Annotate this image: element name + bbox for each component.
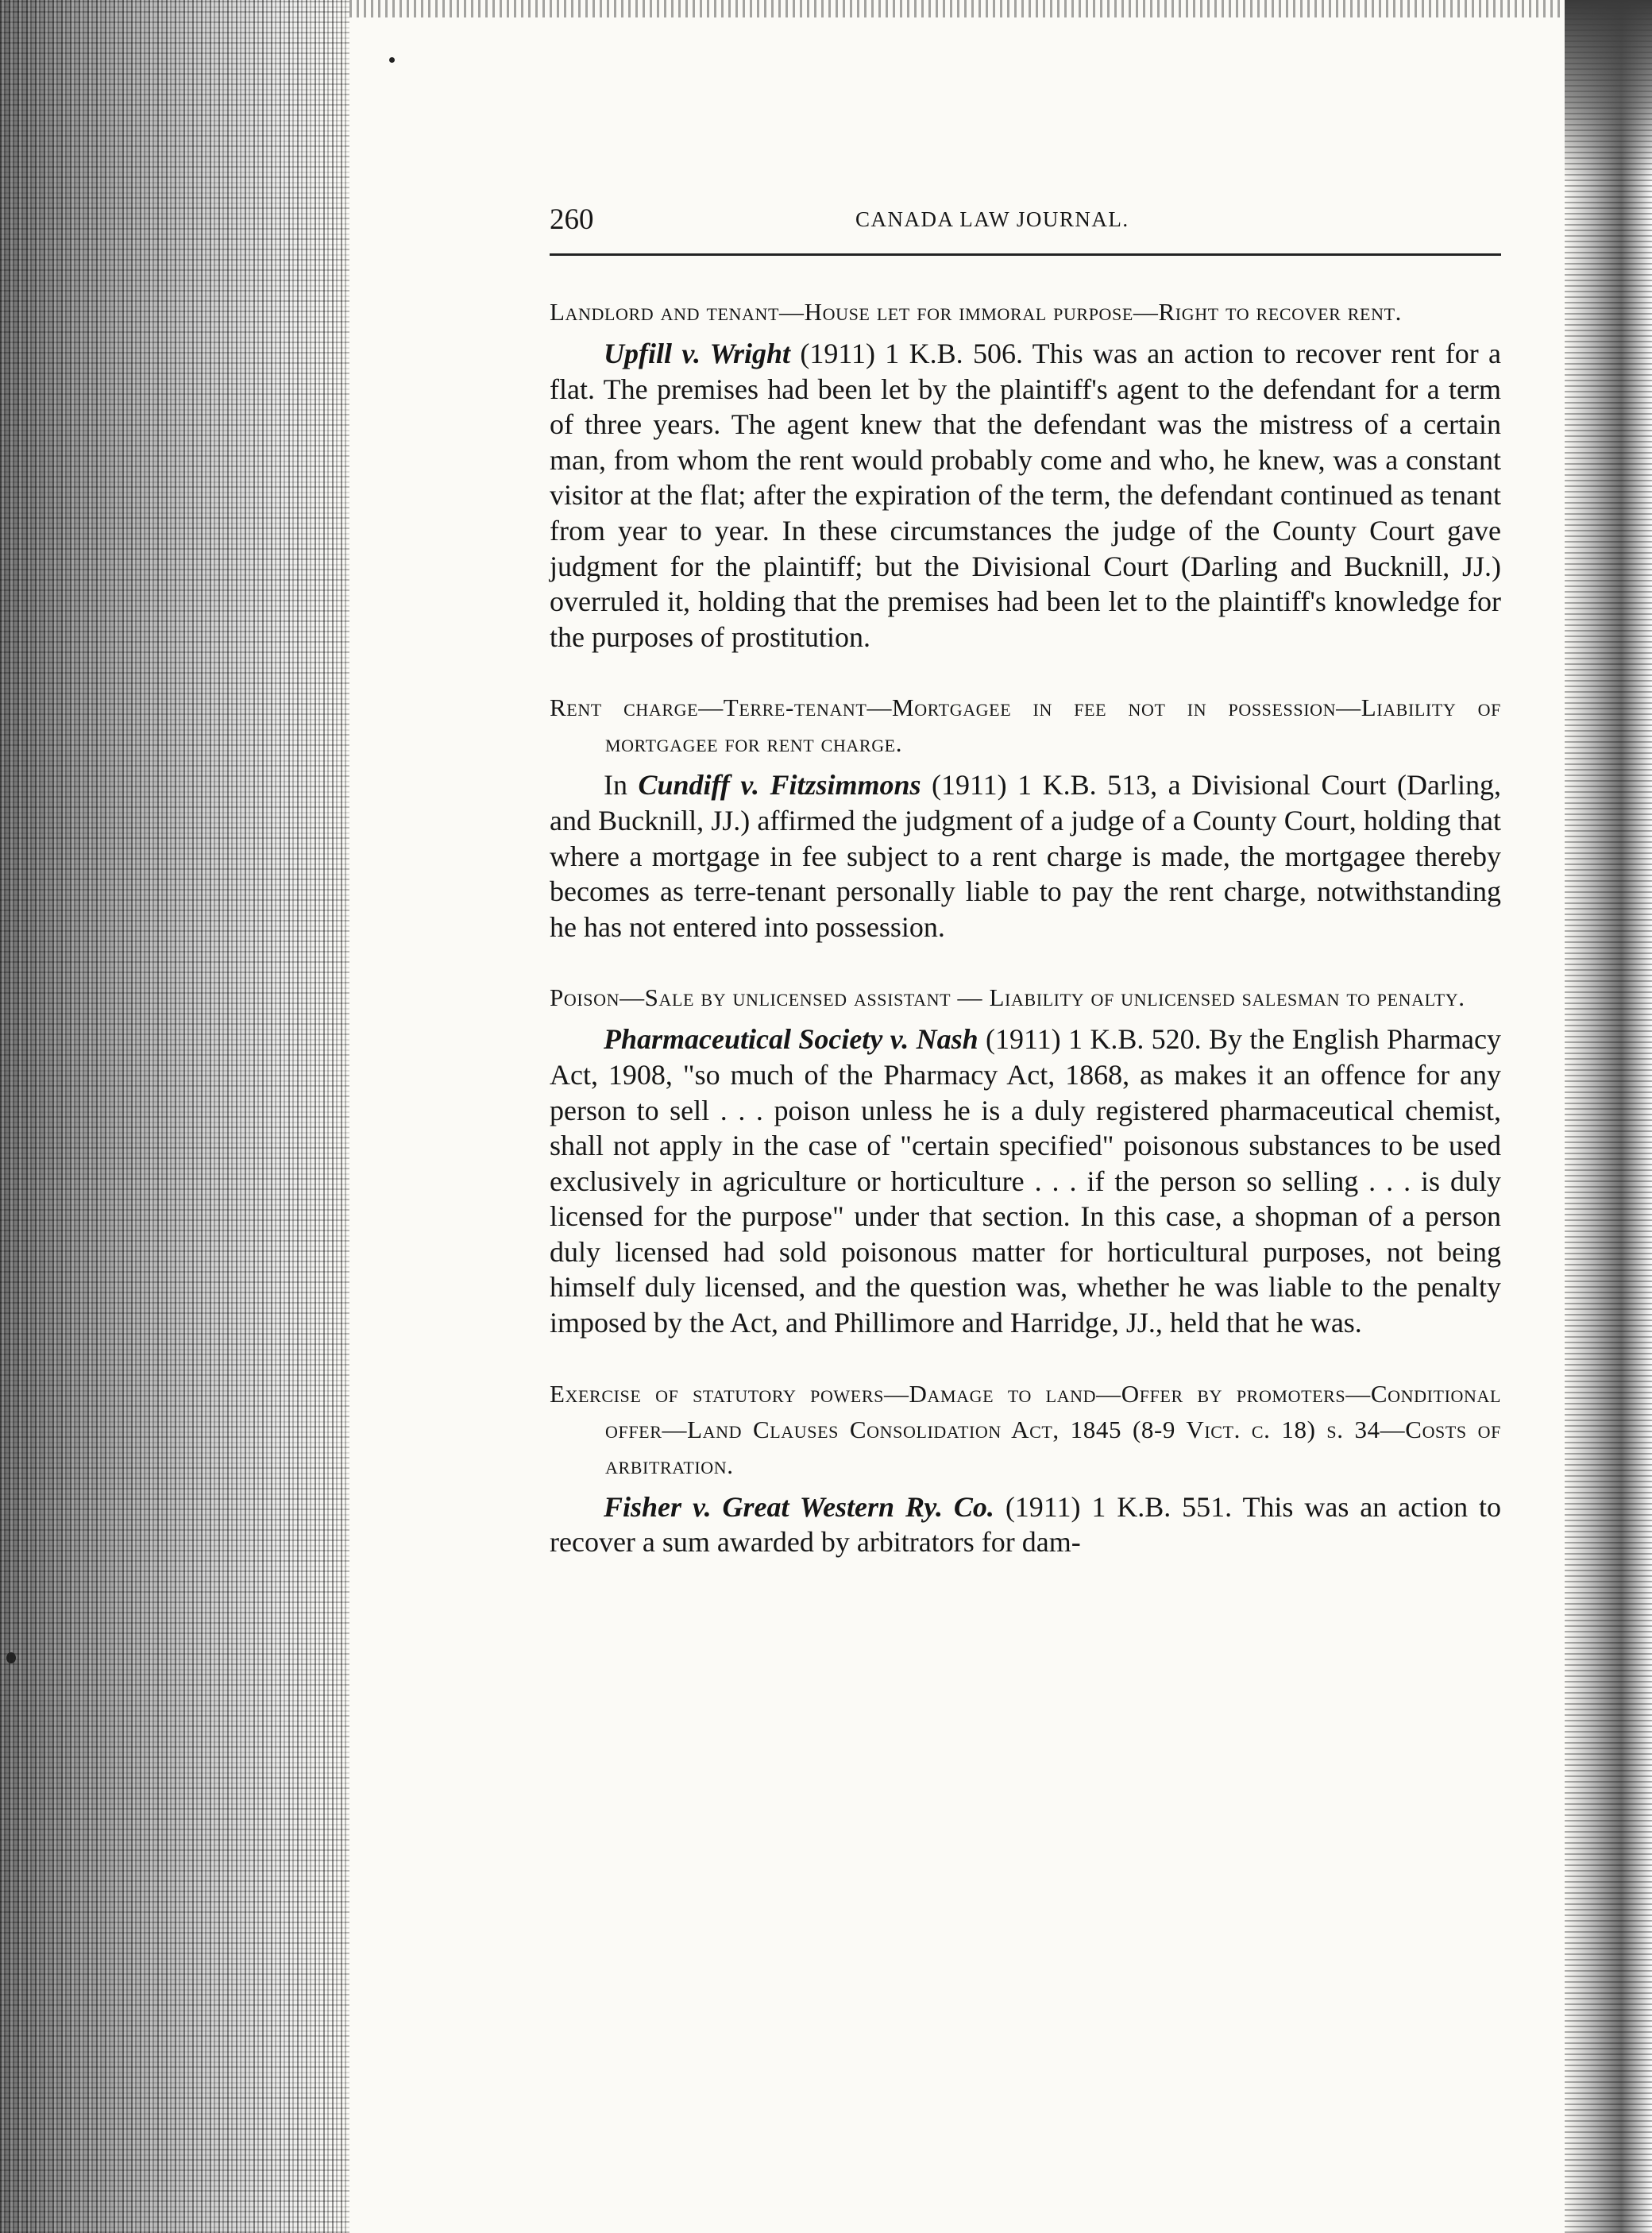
ink-speck (6, 1652, 16, 1663)
page-number: 260 (550, 203, 594, 236)
scan-right-edge (1565, 0, 1652, 2233)
scan-binding-shadow (0, 0, 349, 2233)
journal-page (550, 203, 1502, 1559)
ink-speck (389, 57, 395, 63)
section-poison (550, 979, 1501, 1340)
case-name: Pharmaceutical Society v. Nash (604, 1023, 978, 1056)
article-body (550, 294, 1501, 1595)
section-paragraph: Upfill v. Wright (1911) 1 K.B. 506. This was an action to recover rent for a flat. The premises had been let by the plaintiff's agent to the defendant for a term of three years. The agent knew that the defendant was the mistress of a certain man, from whom the rent would probably come and who, he knew, was a constant visitor at the flat; after the expiration of the term, the defendant continued as tenant from year to year. In these circumstances the judge of the County Court gave judgment for the plaintiff; but the Divisional Court (Darling and Bucknill, JJ.) overruled it, holding that the premises had been let to the plaintiff's knowledge for the purposes of prostitution. (550, 338, 1502, 653)
case-name: Fisher v. Great Western Ry. Co. (604, 1490, 994, 1523)
section-landlord-tenant (550, 294, 1501, 655)
journal-title: CANADA LAW JOURNAL. (855, 207, 1129, 231)
section-paragraph: Fisher v. Great Western Ry. Co. (1911) 1 K.B. 551. This was an action to recover a sum awarded by arbitrators for dam- (550, 1490, 1501, 1559)
section-heading: Poison—Sale by unlicensed assistant — Liability of unlicensed salesman to penalty. (550, 983, 1465, 1012)
section-statutory-powers (550, 1376, 1501, 1560)
section-paragraph: Pharmaceutical Society v. Nash (1911) 1 K.B. 520. By the English Pharmacy Act, 1908, "so much of the Pharmacy Act, 1868, as makes it an offence for any person to sell . . . poison unless he is a duly registered pharmaceutical chemist, shall not apply in the case of "certain specified" poisonous substances to be used exclusively in agriculture or horticulture . . . if the person so selling . . . is duly licensed for the purpose" under that section. In this case, a shopman of a person duly licensed had sold poisonous matter for horticultural purposes, not being himself duly licensed, and the question was, whether he was liable to the penalty imposed by the Act, and Phillimore and Harridge, JJ., held that he was. (550, 1023, 1501, 1339)
section-paragraph: In Cundiff v. Fitzsimmons (1911) 1 K.B. 513, a Divisional Court (Darling, and Bucknill, JJ.) affirmed the judgment of a judge of a County Court, holding that where a mortgage in fee subject to a rent charge is made, the mortgagee thereby becomes as terre-tenant personally liable to pay the rent charge, notwithstanding he has not entered into possession. (550, 769, 1501, 943)
section-heading: Landlord and tenant—House let for immoral purpose—Right to recover rent. (550, 298, 1402, 326)
scan-top-edge (349, 0, 1565, 17)
header-rule (550, 253, 1501, 256)
section-rent-charge (550, 690, 1501, 945)
case-name: Upfill v. Wright (604, 338, 791, 369)
section-heading: Exercise of statutory powers—Damage to land—Offer by promoters—Conditional offer—Land Clauses Consolidation Act, 1845 (8-9 Vict. c. 18) s. 34—Costs of arbitration. (550, 1379, 1501, 1479)
section-heading: Rent charge—Terre-tenant—Mortgagee in fee not in possession—Liability of mortgagee for rent charge. (550, 693, 1501, 758)
running-head (550, 203, 1501, 250)
case-name: Cundiff v. Fitzsimmons (638, 769, 921, 802)
